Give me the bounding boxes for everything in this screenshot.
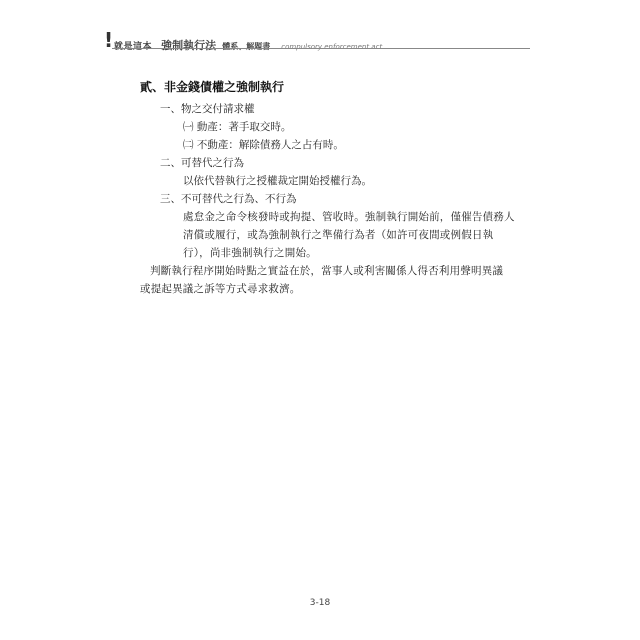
- header-title: 強制執行法: [161, 39, 217, 52]
- subitem: ㈠ 動產：著手取交時。: [183, 121, 292, 133]
- page-content: [140, 78, 520, 298]
- item-label: 一、物之交付請求權: [160, 103, 255, 115]
- running-header: [104, 30, 530, 52]
- header-text: [114, 34, 382, 53]
- header-subtitle: 體系、解題書: [222, 42, 271, 51]
- header-series: 就是這本: [114, 42, 153, 52]
- exclamation-icon: !: [104, 28, 114, 52]
- item-label: 二、可替代之行為: [160, 157, 244, 169]
- closing-paragraph: 判斷執行程序開始時點之實益在於，當事人或利害關係人得否利用聲明異議或提起異議之訴等方式尋求救濟。: [140, 265, 504, 295]
- header-english-title: compulsory enforcement act: [281, 43, 383, 51]
- section-title: 貳、非金錢債權之強制執行: [140, 80, 285, 94]
- page-number: 3-18: [309, 598, 331, 608]
- item-body: 處怠金之命令核發時或拘提、管收時。強制執行開始前，僅催告債務人清償或履行，或為強制執行之準備行為者（如許可夜間或例假日執行），尚非強制執行之開始。: [183, 211, 515, 259]
- item-label: 三、不可替代之行為、不行為: [160, 193, 297, 205]
- item-body: 以依代替執行之授權裁定開始授權行為。: [183, 175, 372, 187]
- subitem: ㈡ 不動產：解除債務人之占有時。: [183, 139, 344, 151]
- header-rule: [112, 48, 530, 49]
